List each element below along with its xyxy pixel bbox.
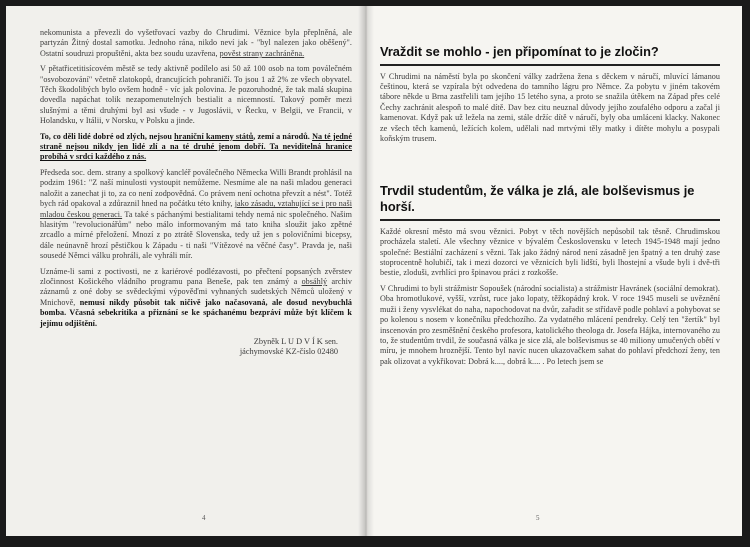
paragraph: [40, 28, 352, 59]
bold-underlined-text: hraniční kameny států: [174, 131, 254, 141]
underlined-text: jako zásadu, vztahující se i pro naši mladou českou generaci.: [40, 199, 353, 219]
text: Uznáme-li sami z poctivosti, ne z kariérové podlézavosti, po přečtení popsaných zvěrstev zločinnost Košického vládního programu pana Beneše, pak ten známý a: [40, 266, 352, 286]
paragraph: Každé okresní město má svou věznici. Pobyt v těch novějších nepůsobil tak těsně. Chrudimskou procházela staletí. Ale všechny věznice v bývalém Československu v letech 1945-1948 mají jedno společné: Bestiální zacházení s vězni. Tak jako žádný národ není zásadně jen špatný a ten druhý zase stoprocentně holubičí, tak i mezi dozorci ve věznicích byli lidští, byli lhostejní a všude byli i dvě-tři bestie, zloduši, zvrhlíci pro špinavou práci z rozkošše.: [380, 226, 720, 278]
text: nekomunista a převezli do vyšetřovací vazby do Chrudimi. Věznice byla přeplněná, ale partyzán Žitný dostal samotku. Jednoho rána, nikdo neví jak - "byl nalezen jako oběšený". Ostatní soudruzi propuštěni, akta bez soudu uzavřena,: [40, 28, 352, 58]
text: Ta také s páchanými bestialitami tehdy nemá nic společného. Našim hlasitým "revolucionářům" nebo málo informovaným má tato kniha sloužit jako zpětné zrcadlo a mírné přeložení. Mnozí z po ztrátě Slovenska, tedy už jen s polovičními bicepsy, dále neúnavně hrozí pěstičkou k Západu - ti naši "Vítězové na věčné časy". Pravda je, naši sousedé Němci válku prohráli, ale vyhráli mír.: [40, 209, 352, 261]
bold-text: To, co děli lidé dobré od zlých, nejsou: [40, 131, 172, 141]
spacer: [380, 149, 720, 183]
paragraph: [40, 267, 352, 329]
heading-rule: [380, 64, 720, 66]
heading: Vraždit se mohlo - jen připomínat to je zločin?: [380, 44, 659, 59]
bold-underlined-text: Na té jedné straně nejsou nikdy jen lidé zlí a na té druhé jenom dobří. Ta neviditelná hranice probíhá v srdci každého z nás.: [40, 131, 352, 162]
text: Předseda soc. dem. strany a spolkový kancléř poválečného Německa Willi Brandt prohlásil na podzim 1961: "Z naší minulosti vystoupit nemůžeme. Nesmíme ale na naši mladou generaci naložit a zanechat ji to, za co není zodpovědná. Co právem není ochotna převzít a nést". Totéž bych rád opakoval a zdůraznil hned na počátku této knihy,: [40, 167, 352, 209]
bold-text: , zemí a národů.: [253, 131, 310, 141]
right-page: [366, 6, 742, 536]
bold-text: nemusí nikdy působit tak ničivě jako načasovaná, ale dosud nevybuchlá bomba. Včasná sebekritika a přiznání se ke spáchanému bezpráví může být klíčem k jejímu odjištění.: [40, 297, 352, 328]
paragraph: V Chrudimi na náměstí byla po skončení války zadržena žena s děckem v náručí, mluvící lámanou češtinou, která se vzpírala být odvedena do tamního lágru pro Němce. Za pobytu v jiném takovém tábore někde u Brna zastřelili tam jejího 15 letého syna, a proto se snažila útěkem na Západ přes celé Čechy zachránit alespoň to malé dítě. Dav bez citu neuznal důvody jejího zoufalého odporu a začal ji kamenovat. Když pak už ležela na zemi, stále držíc dítě v náručí, byly oba umláceni klacky. Nakonec ze všech těch kamenů, ležících kolem, udělali nad mrtvými těly matky i dítěte mohylu a posypali koňským trusem.: [380, 71, 720, 143]
heading: Trvdil studentům, že válka je zlá, ale bolševismus je horší.: [380, 183, 695, 215]
signature-number: jáchymovské KZ-číslo 02480: [239, 347, 338, 357]
signature-name: Zbyněk L U D V Í K sen.: [253, 336, 338, 346]
page-number: 4: [202, 514, 206, 522]
paragraph: [40, 168, 352, 262]
text: archiv záznamů z oné doby se svědeckými výpověďmi vyhnaných sudetských Němců uložený v Mnichově,: [40, 276, 352, 307]
underlined-text: pověst strany zachráněna.: [219, 48, 305, 58]
underlined-text: obsáhlý: [301, 276, 328, 286]
book-gutter: [358, 6, 374, 536]
left-page: [6, 6, 366, 536]
paragraph: V Chrudimi to byli strážmistr Sopoušek (národní socialista) a strážmistr Havránek (sociální demokrat). Oba hromotlukové, vyšší, vzrůst, ruce jako lopaty, těžkopádný krok. V roce 1945 museli se uvěznění muži i ženy vysvlékat do naha, napochodovat na dvůr, zařadit se střídavě podle pohlaví a pohybovat se po kolenou s nosem v konečníku předchozího. Za vydatného mlácení pendreky. Celý ten "žertík" byl inscenován pro zesměšnění českého profesora, katolického theologa dr. Josefa Hájka, internovaného zu to, že studentům trvdil, že současná válka je sice zlá, ale bolševismus se 40 miliony umučených obětí v míru, je mnohem hroznější. Tento byl navíc nucen ukazovačkem sahat do pohlaví předchozí ženy, ten pak olizovat a vykřikovat: Dobrá k...., dobrá k.... . Po letech jsem se: [380, 283, 720, 366]
page-number: 5: [536, 514, 540, 522]
signature: [40, 337, 352, 358]
heading-rule: [380, 219, 720, 221]
paragraph: V pětatřicetitisícovém městě se tedy aktivně podílelo asi 50 až 100 osob na tom poválečném "osvobozování" včetně zlatokopů, drancujících pohraničí. To jsou 1 až 2% ze všech obyvatel. Těch škodolibých bylo ovšem hodně - víc jak polovina. Je pozoruhodné, že tak malá skupina dovedla napáchat tolik nezapomenutelných bestialit a nicemností. Takový poměr mezi slušnými a těmi druhými byl asi všude - v Jugoslávii, v Řecku, v Belgii, ve Francii, v Holandsku, v Itálii, v Norsku, v Polsku a jinde.: [40, 64, 352, 126]
bold-paragraph: [40, 132, 352, 163]
